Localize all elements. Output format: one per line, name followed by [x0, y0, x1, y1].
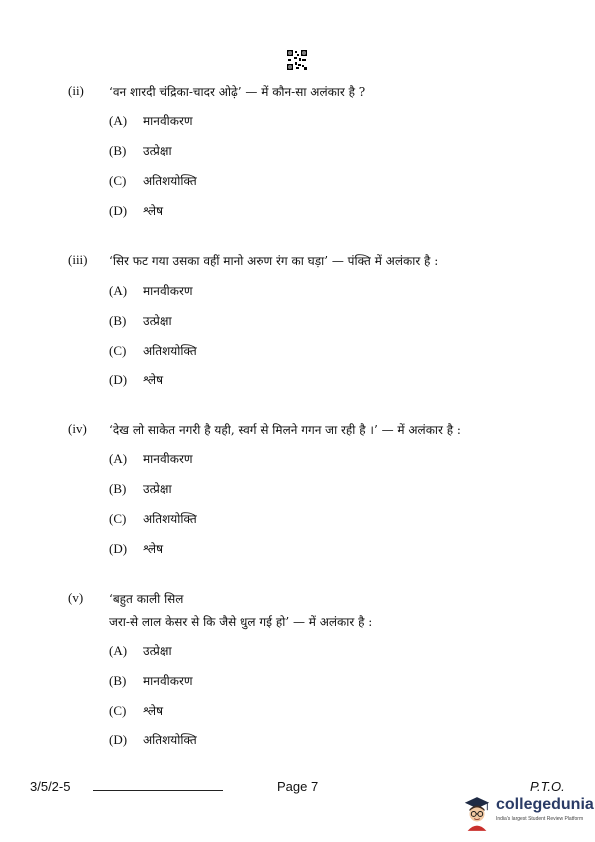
- question-text: ‘वन शारदी चंद्रिका-चादर ओढ़े’ — में कौन-सा अलंकार है ?: [109, 85, 366, 99]
- option-item: [109, 540, 163, 556]
- option-item: [109, 642, 172, 658]
- student-mascot-icon: [462, 794, 492, 832]
- option-text: उत्प्रेक्षा: [143, 314, 172, 328]
- pto-label: P.T.O.: [530, 779, 565, 794]
- option-letter: (A): [109, 283, 128, 298]
- option-item: [109, 702, 163, 718]
- option-item: [109, 510, 197, 526]
- option-text: मानवीकरण: [143, 452, 193, 466]
- qr-code-icon: [287, 50, 307, 70]
- option-text: अतिशयोक्ति: [143, 733, 197, 747]
- paper-code: 3/5/2-5: [30, 779, 71, 794]
- question-text: ‘बहुत काली सिल: [109, 592, 184, 606]
- logo-wordmark: collegedunia: [496, 796, 594, 813]
- option-item: [109, 172, 197, 188]
- option-text: उत्प्रेक्षा: [143, 144, 172, 158]
- option-letter: (C): [109, 343, 127, 358]
- option-letter: (B): [109, 313, 127, 328]
- option-letter: (D): [109, 203, 128, 218]
- question-number: (ii): [68, 83, 84, 98]
- option-text: अतिशयोक्ति: [143, 344, 197, 358]
- question-number: (v): [68, 590, 84, 605]
- option-letter: (C): [109, 173, 127, 188]
- option-letter: (A): [109, 113, 128, 128]
- option-item: [109, 282, 193, 298]
- option-item: [109, 202, 163, 218]
- question-text-continued: जरा-से लाल केसर से कि जैसे धुल गई हो’ — में अलंकार है :: [109, 615, 373, 629]
- option-text: उत्प्रेक्षा: [143, 482, 172, 496]
- option-item: [109, 342, 197, 358]
- option-item: [109, 672, 193, 688]
- option-item: [109, 480, 172, 496]
- collegedunia-logo: [462, 792, 592, 836]
- question-text: ‘देख लो साकेत नगरी है यही, स्वर्ग से मिलने गगन जा रही है ।’ — में अलंकार है :: [109, 423, 461, 437]
- option-item: [109, 312, 172, 328]
- option-item: [109, 142, 172, 158]
- option-text: श्लेष: [143, 704, 164, 718]
- option-item: [109, 731, 197, 747]
- option-letter: (D): [109, 732, 128, 747]
- option-item: [109, 112, 193, 128]
- option-letter: (D): [109, 541, 128, 556]
- option-letter: (C): [109, 703, 127, 718]
- question-text: ‘सिर फट गया उसका वहीं मानो अरुण रंग का घड़ा’ — पंक्ति में अलंकार है :: [109, 254, 439, 268]
- option-item: [109, 450, 193, 466]
- option-letter: (B): [109, 481, 127, 496]
- option-letter: (A): [109, 643, 128, 658]
- option-text: श्लेष: [143, 373, 164, 387]
- option-text: अतिशयोक्ति: [143, 174, 197, 188]
- option-text: मानवीकरण: [143, 284, 193, 298]
- option-text: उत्प्रेक्षा: [143, 644, 172, 658]
- logo-tagline: India's largest Student Review Platform: [496, 816, 584, 822]
- option-letter: (A): [109, 451, 128, 466]
- option-text: श्लेष: [143, 542, 164, 556]
- option-text: मानवीकरण: [143, 674, 193, 688]
- page-number: Page 7: [277, 779, 319, 794]
- option-letter: (B): [109, 143, 127, 158]
- option-text: मानवीकरण: [143, 114, 193, 128]
- option-item: [109, 371, 163, 387]
- footer-divider: [93, 790, 223, 791]
- option-text: श्लेष: [143, 204, 164, 218]
- option-letter: (C): [109, 511, 127, 526]
- option-letter: (D): [109, 372, 128, 387]
- option-text: अतिशयोक्ति: [143, 512, 197, 526]
- question-number: (iv): [68, 421, 87, 436]
- option-letter: (B): [109, 673, 127, 688]
- question-number: (iii): [68, 252, 88, 267]
